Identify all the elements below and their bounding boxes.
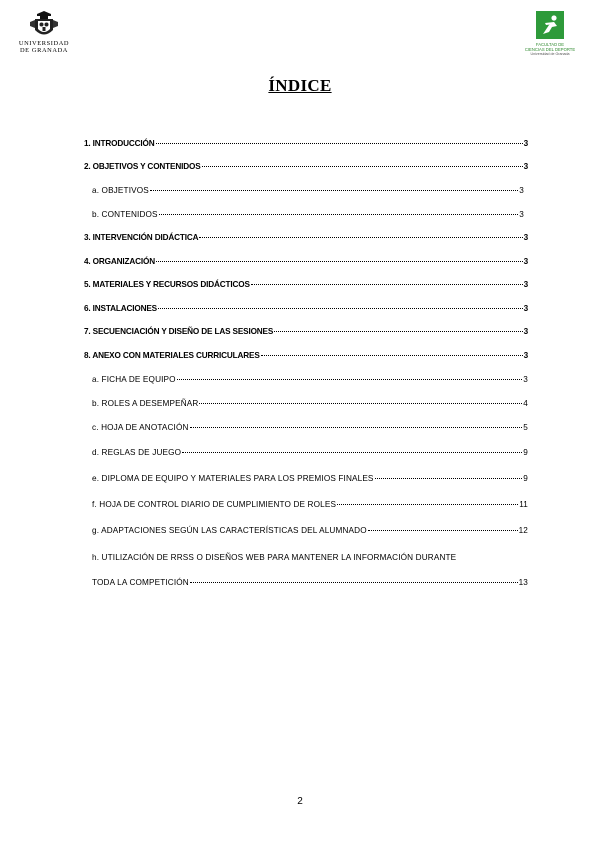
toc-entry-label: e. DIPLOMA DE EQUIPO Y MATERIALES PARA LOS PREMIOS FINALES (92, 474, 374, 483)
toc-entry-diploma-equipo[interactable] (92, 473, 528, 485)
toc-entry-instalaciones[interactable] (84, 303, 528, 315)
toc-leader-dots (190, 427, 523, 428)
toc-entry-label: 1. INTRODUCCIÓN (84, 139, 155, 148)
sports-faculty-badge-icon (535, 10, 565, 40)
toc-entry-page: 12 (518, 526, 528, 535)
toc-entry-page: 3 (523, 327, 528, 336)
toc-entry-label: b. ROLES A DESEMPEÑAR (92, 399, 199, 408)
toc-entry-page: 9 (523, 448, 528, 457)
toc-entry-page: 5 (523, 423, 528, 432)
university-name-line1: UNIVERSIDAD (18, 40, 70, 47)
toc-leader-dots (177, 379, 523, 380)
toc-entry-page: 3 (523, 139, 528, 148)
toc-entry-rrss[interactable] (92, 577, 528, 589)
toc-entry-label: a. FICHA DE EQUIPO (92, 375, 176, 384)
toc-entry-label: 5. MATERIALES Y RECURSOS DIDÁCTICOS (84, 280, 250, 289)
toc-entry-hoja-anotacion[interactable] (92, 422, 528, 434)
toc-entry-roles[interactable] (92, 398, 528, 410)
toc-entry-rrss-line1[interactable]: h. UTILIZACIÓN DE RRSS O DISEÑOS WEB PARA MANTENER LA INFORMACIÓN DURANTE (92, 553, 457, 562)
toc-leader-dots (199, 237, 522, 238)
toc-entry-page: 3 (519, 186, 524, 195)
university-crest-icon (27, 10, 61, 40)
faculty-name-line1: FACULTAD DE (535, 42, 565, 47)
toc-entry-materiales-recursos[interactable] (84, 279, 528, 291)
toc-entry-label: b. CONTENIDOS (92, 210, 158, 219)
toc-leader-dots (375, 478, 523, 479)
toc-entry-page: 3 (523, 233, 528, 242)
toc-leader-dots (190, 582, 518, 583)
toc-entry-label: f. HOJA DE CONTROL DIARIO DE CUMPLIMIENTO DE ROLES (92, 500, 337, 509)
toc-entry-page: 3 (523, 304, 528, 313)
toc-leader-dots (182, 452, 522, 453)
toc-leader-dots (199, 403, 522, 404)
toc-entry-page: 3 (523, 162, 528, 171)
toc-leader-dots (156, 143, 523, 144)
toc-leader-dots (368, 530, 518, 531)
toc-leader-dots (202, 166, 523, 167)
toc-entry-page: 3 (523, 257, 528, 266)
toc-entry-ficha-equipo[interactable] (92, 374, 528, 386)
toc-entry-adaptaciones[interactable] (92, 525, 528, 537)
toc-entry-label: d. REGLAS DE JUEGO (92, 448, 182, 457)
toc-entry-label: 3. INTERVENCIÓN DIDÁCTICA (84, 233, 199, 242)
toc-leader-dots (156, 261, 523, 262)
toc-leader-dots (261, 355, 523, 356)
faculty-logo (520, 10, 580, 64)
university-logo (14, 10, 74, 62)
toc-entry-objetivos-contenidos[interactable] (84, 161, 528, 173)
toc-leader-dots (337, 504, 518, 505)
toc-entry-objetivos[interactable] (92, 185, 524, 197)
toc-entry-anexo[interactable] (84, 350, 528, 362)
toc-entry-introduccion[interactable] (84, 138, 528, 150)
page-number: 2 (297, 796, 303, 807)
toc-entry-label: 2. OBJETIVOS Y CONTENIDOS (84, 162, 201, 171)
toc-entry-page: 4 (523, 399, 528, 408)
toc-entry-page: 13 (518, 578, 528, 587)
faculty-name-line3: Universidad de Granada (530, 52, 570, 56)
toc-entry-page: 3 (523, 375, 528, 384)
toc-entry-page: 3 (523, 280, 528, 289)
toc-leader-dots (251, 284, 523, 285)
toc-entry-label: TODA LA COMPETICIÓN (92, 578, 189, 587)
toc-entry-label: g. ADAPTACIONES SEGÚN LAS CARACTERÍSTICAS DEL ALUMNADO (92, 526, 367, 535)
page-title: ÍNDICE (268, 76, 332, 95)
faculty-name-line2: CIENCIAS DEL DEPORTE (524, 47, 576, 52)
toc-entry-organizacion[interactable] (84, 256, 528, 268)
toc-entry-page: 3 (519, 210, 524, 219)
toc-entry-reglas-juego[interactable] (92, 447, 528, 459)
toc-entry-label: 6. INSTALACIONES (84, 304, 157, 313)
toc-entry-hoja-control[interactable] (92, 499, 528, 511)
toc-entry-intervencion-didactica[interactable] (84, 232, 528, 244)
toc-leader-dots (150, 190, 518, 191)
toc-entry-label: 7. SECUENCIACIÓN Y DISEÑO DE LAS SESIONES (84, 327, 274, 336)
toc-entry-label: a. OBJETIVOS (92, 186, 149, 195)
toc-entry-page: 9 (523, 474, 528, 483)
toc-entry-page: 11 (519, 500, 528, 509)
toc-entry-label: 8. ANEXO CON MATERIALES CURRICULARES (84, 351, 260, 360)
toc-entry-label: 4. ORGANIZACIÓN (84, 257, 155, 266)
university-name-line2: DE GRANADA (19, 47, 69, 54)
toc-entry-contenidos[interactable] (92, 209, 524, 221)
toc-leader-dots (274, 331, 522, 332)
toc-entry-label: c. HOJA DE ANOTACIÓN (92, 423, 189, 432)
toc-entry-secuenciacion[interactable] (84, 326, 528, 338)
toc-leader-dots (158, 308, 523, 309)
toc-leader-dots (159, 214, 519, 215)
toc-entry-page: 3 (523, 351, 528, 360)
